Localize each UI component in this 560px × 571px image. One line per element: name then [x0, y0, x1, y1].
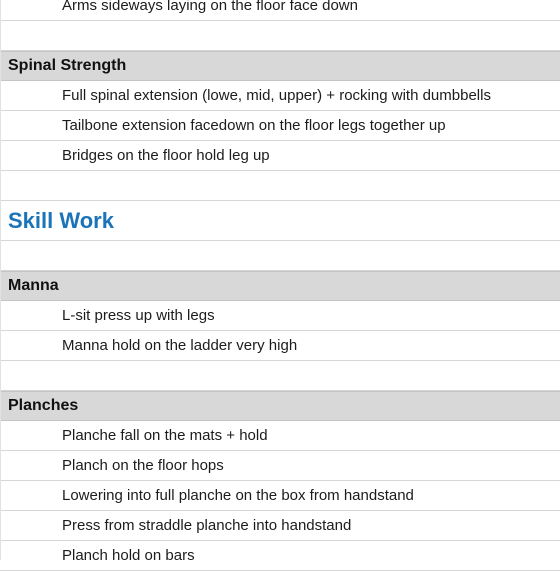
cell-text: Planch hold on bars: [62, 547, 195, 564]
cell-text: Manna hold on the ladder very high: [62, 337, 298, 354]
blank-row[interactable]: [0, 21, 560, 51]
section-label: Skill Work: [8, 207, 114, 233]
cell-text: Planche fall on the mats + hold: [62, 427, 268, 444]
exercise-row[interactable]: [0, 511, 560, 541]
section-title-skill-work[interactable]: [0, 201, 560, 241]
category-header-planches[interactable]: [0, 391, 560, 421]
cell-text: Tailbone extension facedown on the floor legs together up: [62, 117, 446, 134]
exercise-row[interactable]: [0, 421, 560, 451]
category-label: Planches: [8, 397, 79, 414]
cell-text: Arms sideways laying on the floor face down: [62, 0, 358, 14]
cell-text: Full spinal extension (lowe, mid, upper) + rocking with dumbbells: [62, 87, 491, 104]
category-label: Manna: [8, 277, 59, 294]
exercise-row[interactable]: [0, 541, 560, 571]
sheet-left-border: [0, 0, 1, 560]
exercise-row[interactable]: [0, 481, 560, 511]
category-header-manna[interactable]: [0, 271, 560, 301]
exercise-row[interactable]: [0, 451, 560, 481]
cell-text: L-sit press up with legs: [62, 307, 215, 324]
exercise-row[interactable]: [0, 301, 560, 331]
exercise-row[interactable]: [0, 0, 560, 21]
cell-text: Press from straddle planche into handstand: [62, 517, 352, 534]
blank-row[interactable]: [0, 171, 560, 201]
cell-text: Bridges on the floor hold leg up: [62, 147, 270, 164]
category-label: Spinal Strength: [8, 57, 127, 74]
cell-text: Planch on the floor hops: [62, 457, 224, 474]
cell-text: Lowering into full planche on the box from handstand: [62, 487, 414, 504]
exercise-row[interactable]: [0, 81, 560, 111]
exercise-row[interactable]: [0, 141, 560, 171]
exercise-row[interactable]: [0, 111, 560, 141]
blank-row[interactable]: [0, 241, 560, 271]
blank-row[interactable]: [0, 361, 560, 391]
exercise-row[interactable]: [0, 331, 560, 361]
category-header-spinal-strength[interactable]: [0, 51, 560, 81]
